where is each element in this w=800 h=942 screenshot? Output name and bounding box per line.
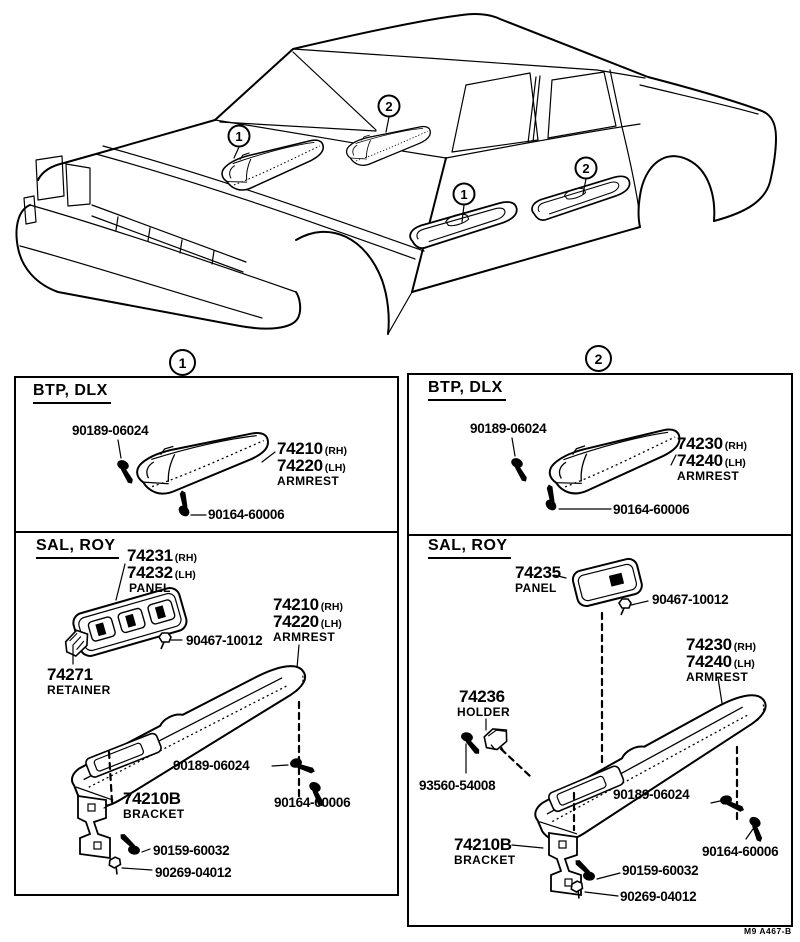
screw-glyph: [289, 754, 315, 778]
part-name-label: RETAINER: [47, 683, 111, 697]
part-number: 74220: [277, 456, 323, 475]
clip-glyph: [619, 599, 631, 615]
side-tag: (LH): [320, 618, 342, 630]
part-number-label: 90467-10012: [652, 592, 729, 607]
page-code: M9 A467-B: [744, 926, 792, 936]
section-1-panel: [14, 376, 399, 896]
part-number-label: 74210B: [123, 789, 181, 808]
screw-glyph: [169, 490, 198, 519]
part-name-label: BRACKET: [454, 853, 516, 867]
group-title: BTP, DLX: [428, 380, 506, 401]
screw-glyph: [112, 458, 140, 484]
section-number: 1: [178, 354, 187, 371]
part-number-label: 74210B: [454, 835, 512, 854]
part-number-label: 90159-60032: [622, 863, 699, 878]
part-number: 74220: [273, 612, 319, 631]
side-tag: (RH): [724, 440, 747, 452]
rear-armrest-part-drawing: [344, 125, 434, 168]
callout-number: 1: [235, 129, 243, 144]
part-name-label: PANEL: [515, 581, 557, 595]
part-name-label: ARMREST: [277, 474, 340, 488]
car-body-illustration: [0, 0, 800, 348]
armrest-glyph: [546, 426, 687, 498]
part-number-label: 90189-06024: [72, 423, 149, 438]
section-2-badge: [585, 345, 612, 372]
section-1-badge: [169, 349, 196, 376]
holder-glyph: [483, 726, 510, 754]
part-number-label: [686, 653, 755, 671]
part-number: 74210: [277, 439, 323, 458]
callout-number: 1: [460, 187, 468, 202]
screw-glyph: [458, 731, 484, 755]
part-number: 74240: [686, 652, 732, 671]
part-number: 74240: [677, 451, 723, 470]
group-divider: [16, 531, 397, 533]
part-number-label: [273, 613, 342, 631]
side-tag: (LH): [724, 457, 746, 469]
callout-number: 2: [385, 99, 393, 114]
part-name-label: BRACKET: [123, 807, 185, 821]
group-title: BTP, DLX: [33, 383, 111, 404]
part-name-label: ARMREST: [686, 670, 749, 684]
part-number-label: 90269-04012: [620, 889, 697, 904]
part-number-label: 90189-06024: [613, 787, 690, 802]
part-number-label: 74236: [459, 687, 505, 706]
screw-glyph: [506, 456, 534, 482]
panel-glyph: [571, 557, 644, 608]
armrest-glyph: [134, 430, 274, 498]
part-number-label: [127, 564, 196, 582]
part-number-label: 90164-60006: [613, 502, 690, 517]
part-name-label: PANEL: [129, 581, 171, 595]
part-number-label: 90164-60006: [274, 795, 351, 810]
callout-1-hood: [229, 126, 250, 159]
section-number: 2: [594, 350, 603, 367]
side-tag: (LH): [174, 569, 196, 581]
switch-panel-glyph: [71, 586, 189, 659]
section-2-panel: [407, 373, 793, 927]
part-number-label: 90189-06024: [173, 758, 250, 773]
part-number-label: 90164-60006: [702, 844, 779, 859]
group-divider: [409, 534, 791, 536]
side-tag: (RH): [320, 601, 343, 613]
part-number-label: [277, 457, 346, 475]
part-number-label: 74235: [515, 563, 561, 582]
part-number: 74231: [127, 546, 173, 565]
side-tag: (LH): [733, 658, 755, 670]
part-number-label: 90159-60032: [153, 843, 230, 858]
rear-door-armrest-drawing: [529, 175, 633, 222]
part-number-label: 90189-06024: [470, 421, 547, 436]
bracket-glyph: [78, 796, 110, 858]
part-number: 74230: [686, 635, 732, 654]
screw-glyph: [117, 833, 142, 855]
clip-glyph: [159, 633, 171, 649]
part-number-label: 90269-04012: [155, 865, 232, 880]
part-number: 74232: [127, 563, 173, 582]
callout-2-hood: [379, 96, 400, 133]
part-number-label: [677, 452, 746, 470]
side-tag: (RH): [174, 552, 197, 564]
part-number-label: 74271: [47, 665, 93, 684]
part-number: 74210: [273, 595, 319, 614]
group-title: SAL, ROY: [428, 538, 511, 559]
part-number-label: 90467-10012: [186, 633, 263, 648]
armrest-glyph: [524, 688, 785, 849]
side-tag: (RH): [324, 445, 347, 457]
screw-glyph: [719, 793, 744, 815]
part-number-label: 93560-54008: [419, 778, 496, 793]
side-tag: (RH): [733, 641, 756, 653]
callout-number: 2: [582, 161, 590, 176]
part-name-label: ARMREST: [677, 469, 740, 483]
group-title: SAL, ROY: [36, 538, 119, 559]
part-number-label: 90164-60006: [208, 507, 285, 522]
part-number: 74230: [677, 434, 723, 453]
part-name-label: ARMREST: [273, 630, 336, 644]
part-name-label: HOLDER: [457, 705, 511, 719]
side-tag: (LH): [324, 462, 346, 474]
